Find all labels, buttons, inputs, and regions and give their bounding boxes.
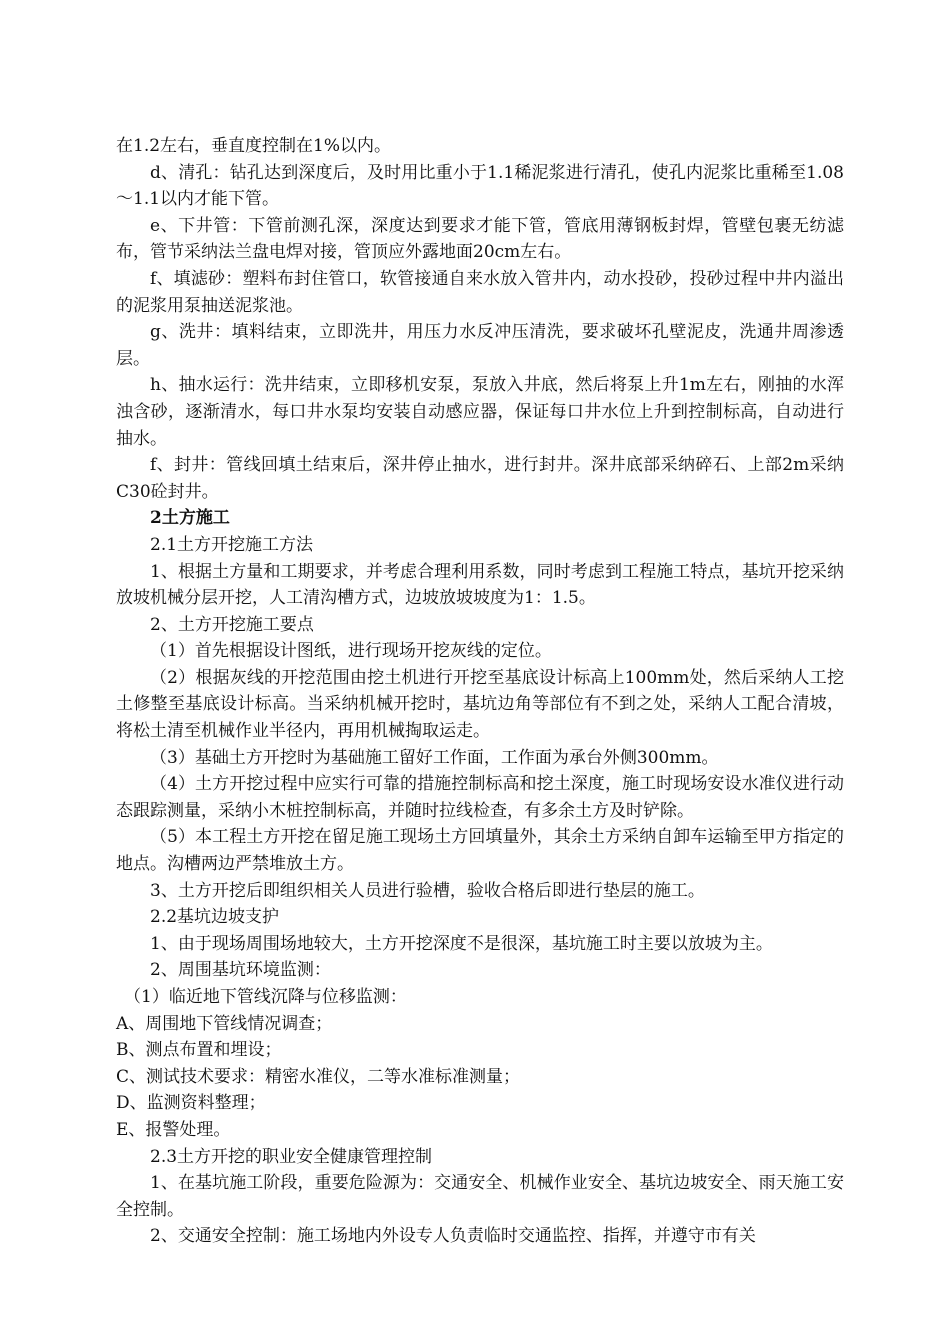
list-item: E、报警处理。	[116, 1119, 231, 1140]
paragraph: d、清孔：钻孔达到深度后，及时用比重小于1.1稀泥浆进行清孔，使孔内泥浆比重稀至1.08～1.1以内才能下管。	[116, 162, 844, 210]
paragraph: 1、在基坑施工阶段，重要危险源为：交通安全、机械作业安全、基坑边坡安全、雨天施工安全控制。	[116, 1173, 844, 1220]
paragraph: 1、根据土方量和工期要求，并考虑合理利用系数，同时考虑到工程施工特点，基坑开挖采纳放坡机械分层开挖，人工清沟槽方式，边坡放坡坡度为1：1.5。	[116, 561, 844, 609]
paragraph: 3、土方开挖后即组织相关人员进行验槽，验收合格后即进行垫层的施工。	[150, 880, 705, 901]
paragraph: 2、交通安全控制：施工场地内外设专人负责临时交通监控、指挥，并遵守市有关	[150, 1226, 756, 1247]
subsection-heading: 2.3土方开挖的职业安全健康管理控制	[150, 1146, 433, 1167]
list-item: B、测点布置和埋设；	[116, 1040, 282, 1061]
list-item: （5）本工程土方开挖在留足施工现场土方回填量外，其余土方采纳自卸车运输至甲方指定的地点。沟槽两边严禁堆放土方。	[116, 827, 844, 875]
list-item: C、测试技术要求：精密水准仪，二等水准标准测量；	[116, 1066, 521, 1087]
list-item: （4）土方开挖过程中应实行可靠的措施控制标高和挖土深度，施工时现场安设水准仪进行动态跟踪测量，采纳小木桩控制标高，并随时拉线检查，有多余土方及时铲除。	[116, 774, 844, 821]
list-item: A、周围地下管线情况调查；	[116, 1013, 333, 1034]
paragraph: e、下井管：下管前测孔深，深度达到要求才能下管，管底用薄钢板封焊，管壁包裹无纺滤布，管节采纳法兰盘电焊对接，管顶应外露地面20cm左右。	[116, 215, 844, 263]
list-item: （2）根据灰线的开挖范围由挖土机进行开挖至基底设计标高上100mm处，然后采纳人工挖土修整至基底设计标高。当采纳机械开挖时，基坑边角等部位有不到之处，采纳人工配合清坡，将松土清至机械作业半径内，再用机械掏取运走。	[116, 667, 844, 742]
document-body	[116, 133, 844, 1250]
paragraph: 2、周围基坑环境监测：	[150, 960, 331, 981]
paragraph: 在1.2左右，垂直度控制在1%以内。	[116, 136, 392, 156]
paragraph: f、填滤砂：塑料布封住管口，软管接通自来水放入管井内，动水投砂，投砂过程中井内溢出的泥浆用泵抽送泥浆池。	[116, 268, 844, 316]
subsection-heading: 2.2基坑边坡支护	[150, 907, 280, 928]
paragraph: h、抽水运行：洗井结束，立即移机安泵，泵放入井底，然后将泵上升1m左右，刚抽的水浑浊含砂，逐渐清水，每口井水泵均安装自动感应器，保证每口井水位上升到控制标高，自动进行抽水。	[116, 375, 844, 449]
paragraph: 1、由于现场周围场地较大，土方开挖深度不是很深，基坑施工时主要以放坡为主。	[150, 933, 773, 954]
subsection-heading: 2.1土方开挖施工方法	[150, 534, 314, 555]
paragraph: 2、土方开挖施工要点	[150, 614, 314, 635]
paragraph: g、洗井：填料结束，立即洗井，用压力水反冲压清洗，要求破坏孔壁泥皮，洗通井周渗透层。	[116, 322, 844, 369]
paragraph: f、封井：管线回填土结束后，深井停止抽水，进行封井。深井底部采纳碎石、上部2m采纳C30砼封井。	[116, 455, 844, 502]
list-item: D、监测资料整理；	[116, 1093, 266, 1114]
list-item: （1）临近地下管线沉降与位移监测：	[124, 987, 407, 1007]
list-item: （3）基础土方开挖时为基础施工留好工作面，工作面为承台外侧300mm。	[150, 747, 719, 768]
list-item: （1）首先根据设计图纸，进行现场开挖灰线的定位。	[150, 641, 552, 662]
section-heading: 2土方施工	[150, 508, 230, 529]
